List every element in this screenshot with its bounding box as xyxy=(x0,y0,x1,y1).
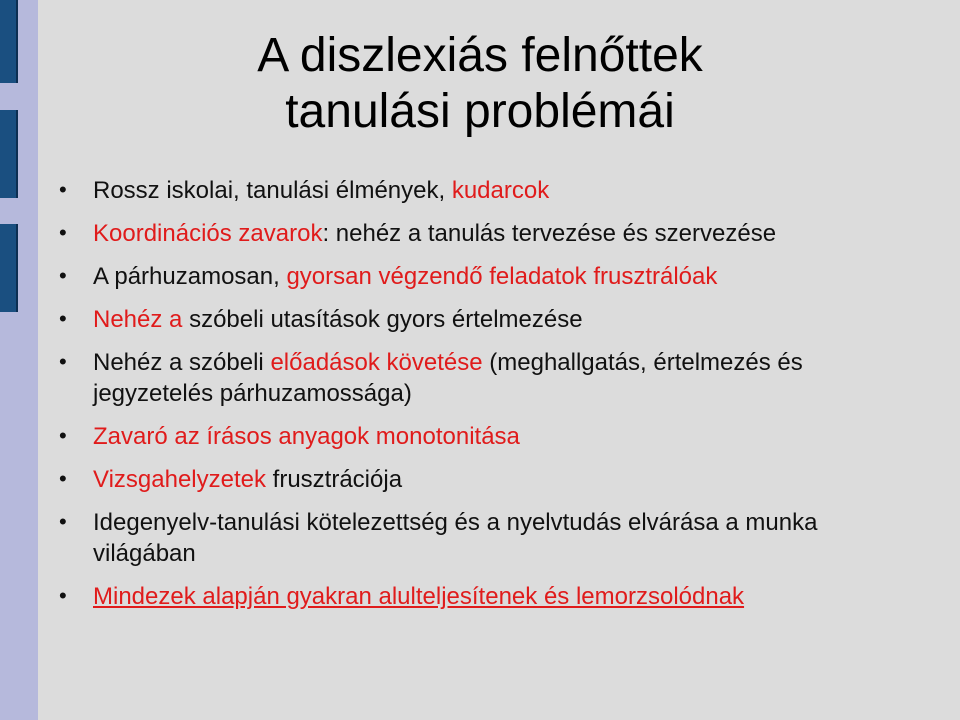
bullet-text-highlight: Koordinációs zavarok xyxy=(93,220,323,247)
bullet-item xyxy=(93,421,923,452)
decor-bar-middle xyxy=(0,110,18,198)
bullet-text-highlight: kudarcok xyxy=(451,177,550,204)
bullet-text-highlight: előadások követése xyxy=(270,349,483,376)
bullet-list xyxy=(93,175,923,612)
bullet-text-highlight: Vizsgahelyzetek xyxy=(93,466,266,493)
bullet-item xyxy=(93,507,923,569)
bullet-text: : nehéz a tanulás tervezése és szervezése xyxy=(322,220,777,247)
bullet-text-highlight: Zavaró az írásos anyagok monotonitása xyxy=(93,423,520,450)
bullet-text-highlight-underlined: Mindezek alapján gyakran alulteljesítenek és lemorzsolódnak xyxy=(93,583,745,610)
slide-title xyxy=(60,28,900,140)
bullet-item xyxy=(93,464,923,495)
decor-bar-top xyxy=(0,0,18,83)
slide-title-line-1: A diszlexiás felnőttek xyxy=(257,29,703,82)
bullet-text-highlight: gyorsan végzendő feladatok frusztrálóak xyxy=(286,263,718,290)
slide-title-line-2: tanulási problémái xyxy=(285,85,675,138)
bullet-item xyxy=(93,175,923,206)
bullet-item xyxy=(93,347,923,409)
bullet-text: Nehéz a szóbeli xyxy=(93,349,271,376)
bullet-text: Idegenyelv-tanulási kötelezettség és a nyelvtudás elvárása a munka világában xyxy=(93,509,818,567)
bullet-text: A párhuzamosan, xyxy=(93,263,287,290)
bullet-item xyxy=(93,261,923,292)
bullet-item xyxy=(93,304,923,335)
bullet-text: frusztrációja xyxy=(266,466,403,493)
bullet-text: Rossz iskolai, tanulási élmények, xyxy=(93,177,452,204)
bullet-text: (meghallgatás, értelmezés és jegyzetelés párhuzamossága) xyxy=(93,349,803,407)
bullet-text-highlight: Nehéz a xyxy=(93,306,190,333)
decor-bar-bottom xyxy=(0,224,18,312)
bullet-text: szóbeli utasítások gyors értelmezése xyxy=(189,306,583,333)
bullet-item xyxy=(93,218,923,249)
bullet-item xyxy=(93,581,923,612)
